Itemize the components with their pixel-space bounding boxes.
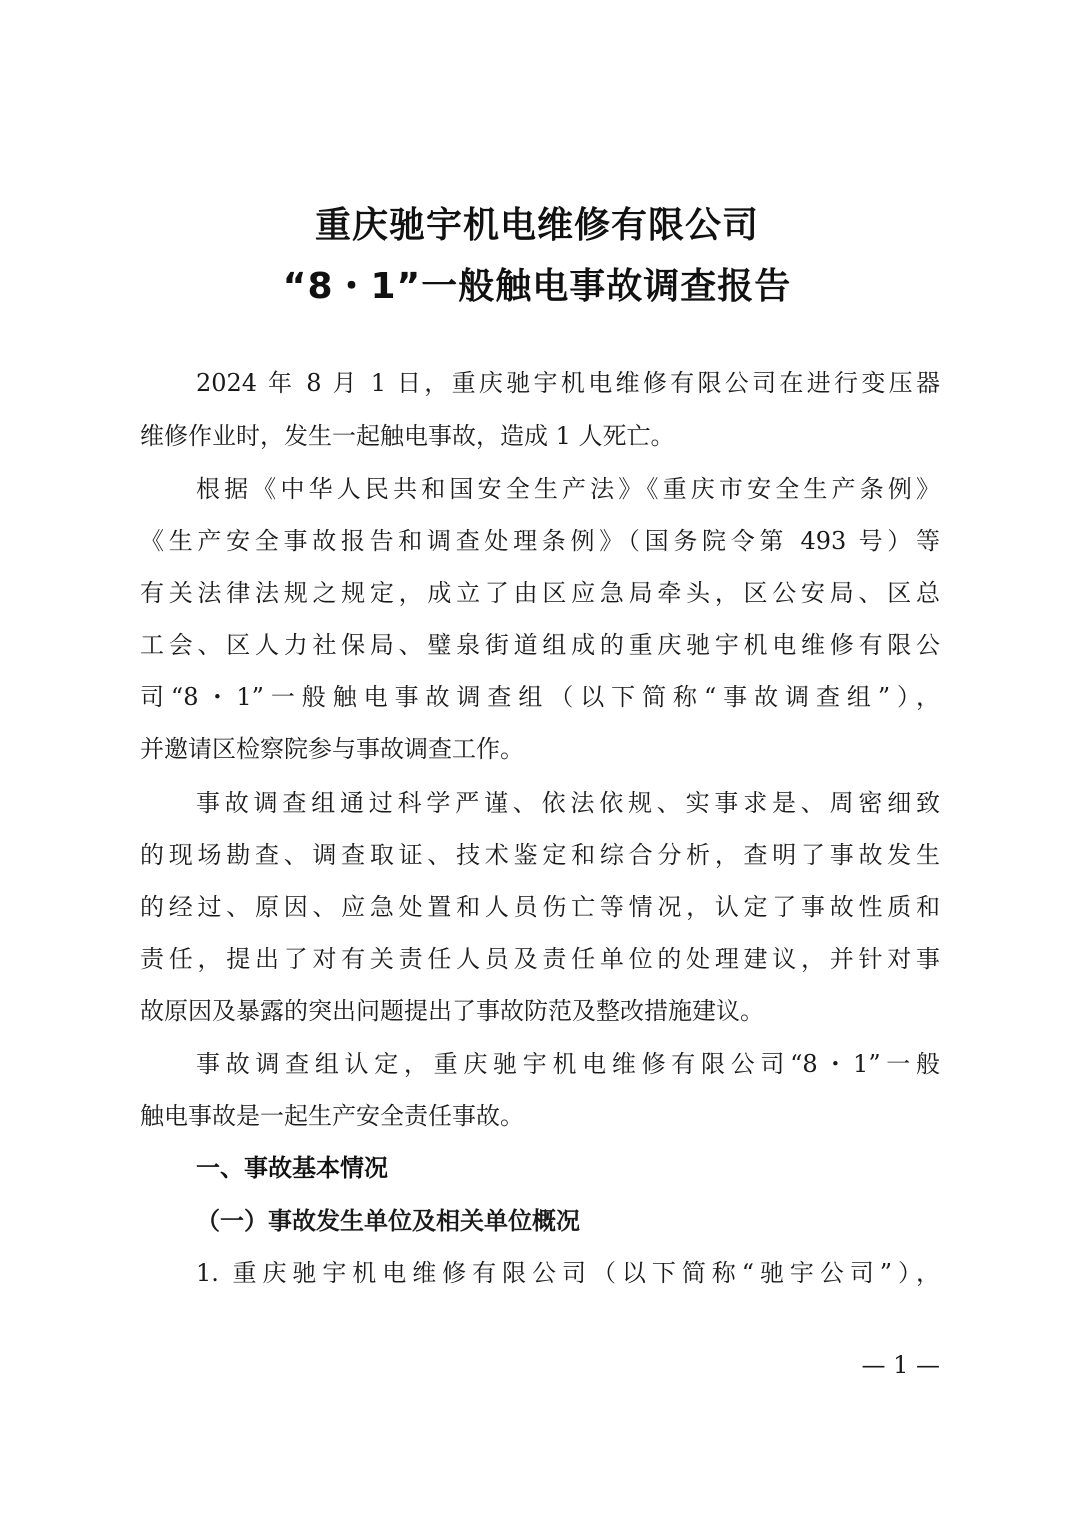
paragraph-4-line-1: 事故调查组认定，重庆驰宇机电维修有限公司“8・1”一般 [196,1050,940,1078]
subsection-heading: （一）事故发生单位及相关单位概况 [196,1206,580,1235]
page-number: — 1 — [861,1351,940,1379]
paragraph-3-line-1: 事故调查组通过科学严谨、依法依规、实事求是、周密细致 [196,789,940,817]
item-1-line: 1. 重庆驰宇机电维修有限公司（以下简称“驰宇公司”）， [196,1259,940,1287]
paragraph-2-line-6: 并邀请区检察院参与事故调查工作。 [140,735,524,763]
paragraph-3-line-2: 的现场勘查、调查取证、技术鉴定和综合分析，查明了事故发生 [140,841,940,869]
paragraph-3-line-4: 责任，提出了对有关责任人员及责任单位的处理建议，并针对事 [140,945,940,973]
document-title-line-2: “8・1”一般触电事故调查报告 [282,266,792,307]
paragraph-2-line-1: 根据《中华人民共和国安全生产法》《重庆市安全生产条例》 [196,475,940,503]
document-title-line-1: 重庆驰宇机电维修有限公司 [314,205,759,246]
paragraph-2-line-5: 司“8・1”一般触电事故调查组（以下简称“事故调查组”）， [140,683,940,711]
paragraph-1-line-1: 2024 年 8 月 1 日，重庆驰宇机电维修有限公司在进行变压器 [196,369,940,397]
paragraph-2-line-3: 有关法律法规之规定，成立了由区应急局牵头，区公安局、区总 [140,579,940,607]
paragraph-3-line-5: 故原因及暴露的突出问题提出了事故防范及整改措施建议。 [140,997,764,1025]
paragraph-3-line-3: 的经过、原因、应急处置和人员伤亡等情况，认定了事故性质和 [140,893,940,921]
paragraph-1-line-2: 维修作业时，发生一起触电事故，造成 1 人死亡。 [140,422,675,450]
paragraph-2-line-4: 工会、区人力社保局、璧泉街道组成的重庆驰宇机电维修有限公 [140,631,940,659]
section-heading: 一、事故基本情况 [196,1154,388,1182]
paragraph-2-line-2: 《生产安全事故报告和调查处理条例》（国务院令第 493 号）等 [140,527,940,555]
paragraph-4-line-2: 触电事故是一起生产安全责任事故。 [140,1102,524,1130]
